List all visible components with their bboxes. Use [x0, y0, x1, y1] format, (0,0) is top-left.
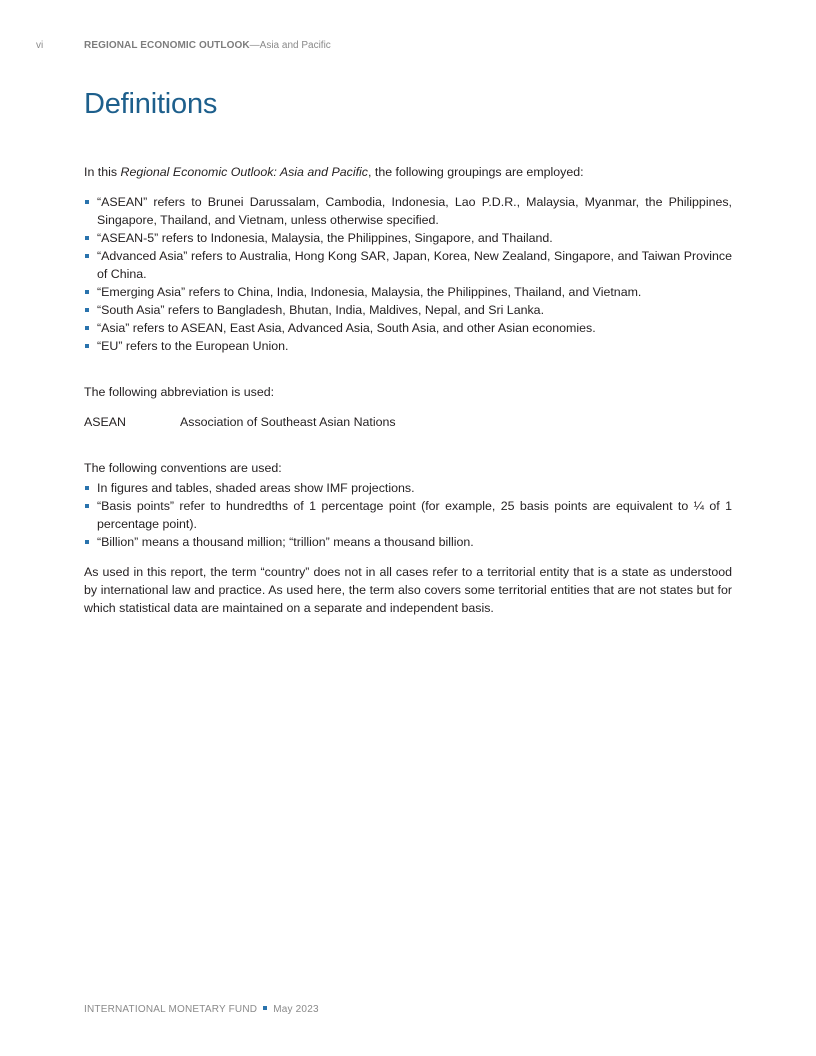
page-title: Definitions	[84, 88, 218, 120]
list-item: “South Asia” refers to Bangladesh, Bhutan, India, Maldives, Nepal, and Sri Lanka.	[84, 301, 732, 319]
list-item: “Emerging Asia” refers to China, India, Indonesia, Malaysia, the Philippines, Thailand, and Vietnam.	[84, 283, 732, 301]
country-note: As used in this report, the term “country” does not in all cases refer to a territorial entity that is a state as understood by international law and practice. As used here, the term also covers some territorial entities that are not states but for which statistical data are maintained on a separate and independent basis.	[84, 565, 732, 615]
abbreviation-term: ASEAN	[84, 415, 127, 429]
list-item: “Asia” refers to ASEAN, East Asia, Advanced Asia, South Asia, and other Asian economies.	[84, 319, 732, 337]
list-item: In figures and tables, shaded areas show IMF projections.	[84, 479, 732, 497]
list-item: “Advanced Asia” refers to Australia, Hong Kong SAR, Japan, Korea, New Zealand, Singapore, and Taiwan Province of China.	[84, 247, 732, 283]
list-item: “EU” refers to the European Union.	[84, 337, 732, 355]
definitions-body	[84, 163, 732, 617]
list-item: “Basis points” refer to hundredths of 1 percentage point (for example, 25 basis points are equivalent to ¼ of 1 percentage point).	[84, 497, 732, 533]
list-item: “ASEAN” refers to Brunei Darussalam, Cambodia, Indonesia, Lao P.D.R., Malaysia, Myanmar, the Philippines, Singapore, Thailand, and Vietnam, unless otherwise specified.	[84, 193, 732, 229]
series-subtitle: —Asia and Pacific	[249, 40, 331, 51]
footer-org: INTERNATIONAL MONETARY FUND	[84, 1004, 258, 1015]
page-number: vi	[36, 40, 44, 51]
intro-report-title: Regional Economic Outlook: Asia and Pacific	[120, 165, 368, 179]
page-footer	[84, 1004, 319, 1015]
abbreviation-definition: Association of Southeast Asian Nations	[180, 415, 396, 429]
groupings-intro	[84, 163, 732, 181]
list-item: “Billion” means a thousand million; “trillion” means a thousand billion.	[84, 533, 732, 551]
list-item: “ASEAN-5” refers to Indonesia, Malaysia, the Philippines, Singapore, and Thailand.	[84, 229, 732, 247]
series-title: REGIONAL ECONOMIC OUTLOOK	[84, 40, 250, 51]
running-title	[84, 40, 331, 51]
intro-suffix: , the following groupings are employed:	[368, 165, 584, 179]
abbreviation-intro: The following abbreviation is used:	[84, 385, 275, 399]
footer-date: May 2023	[273, 1004, 319, 1015]
abbreviation-row	[84, 413, 732, 431]
intro-prefix: In this	[84, 165, 121, 179]
groupings-list	[84, 193, 732, 355]
separator-dot	[263, 1006, 267, 1010]
conventions-list	[84, 479, 732, 551]
conventions-intro: The following conventions are used:	[84, 461, 282, 475]
